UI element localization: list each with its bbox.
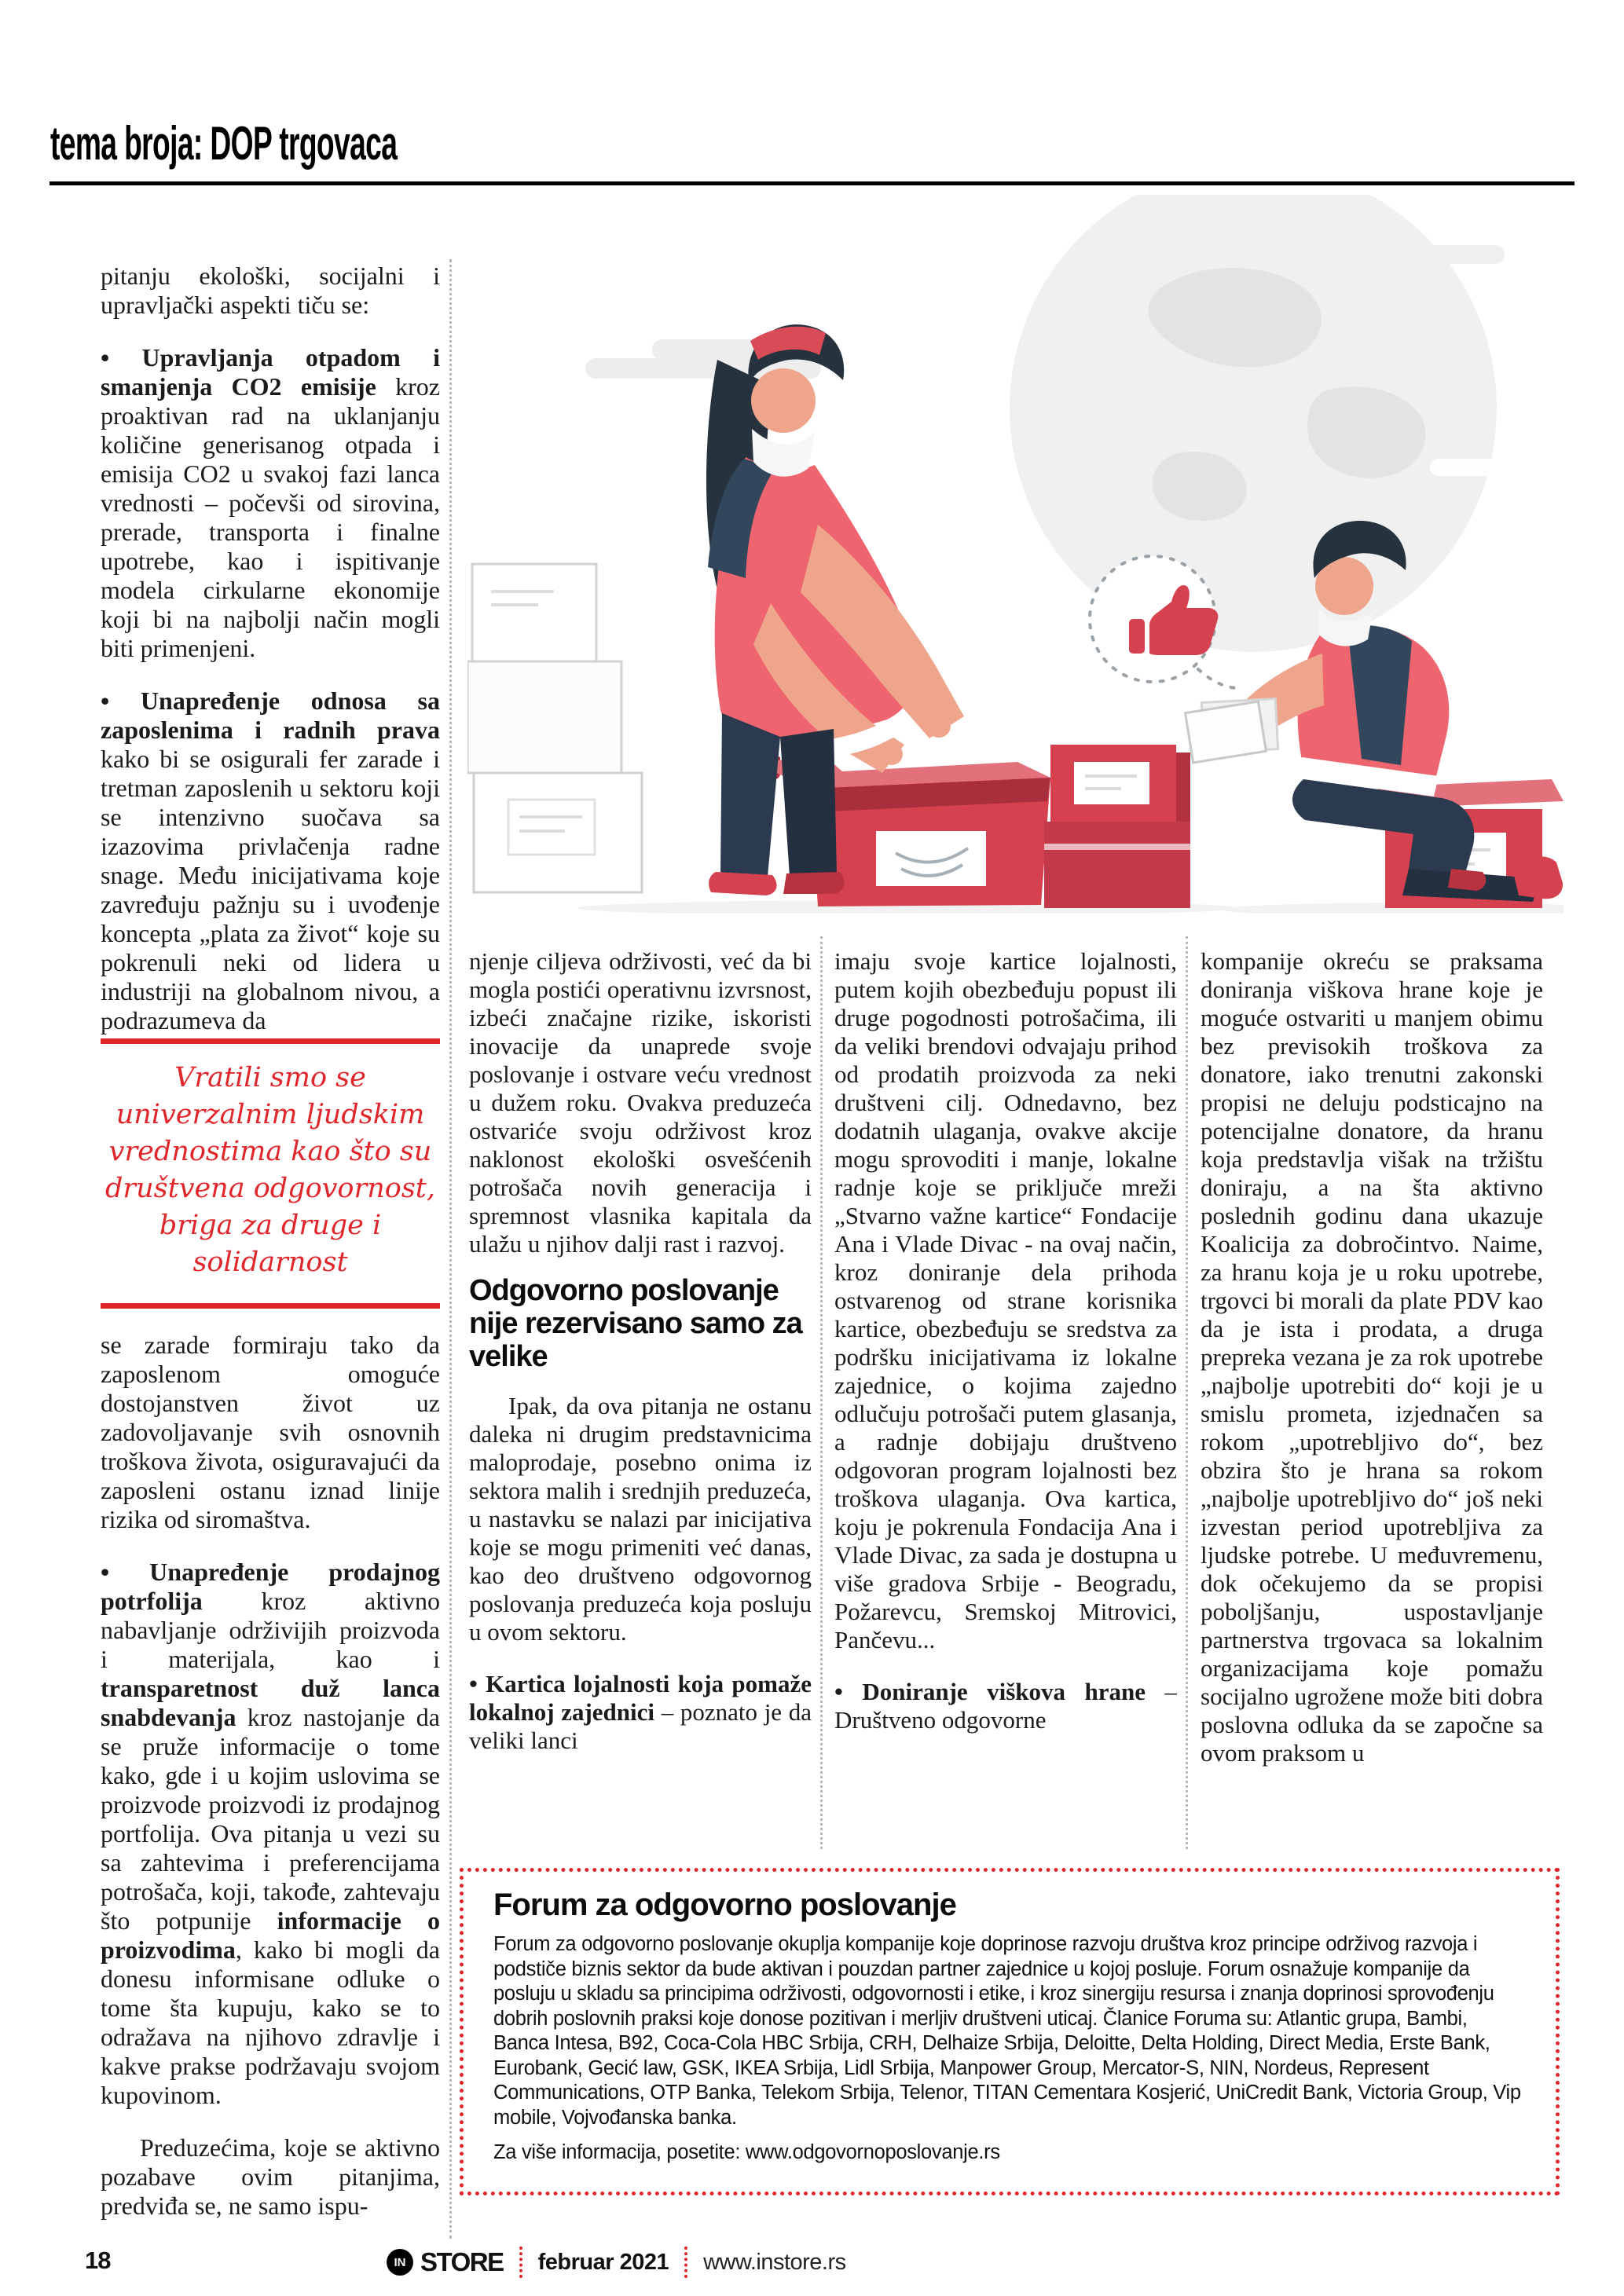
column-separator (820, 936, 823, 1849)
article-paragraph: • Unapređenje odnosa sa zaposlenima i radnih prava kako bi se osigurali fer zarade i tretman zaposlenih u sektoru koji se intenzivno suočava sa izazovima privlačenja radne snage. Među inicijativama koje zavređuju pažnju su i uvođenje koncepta „plata za život“ koje su pokrenuli neki od lidera u industriji na globalnom nivou, a podrazumeva da (101, 687, 440, 1034)
instore-logo (387, 2247, 504, 2277)
footer-separator (684, 2247, 687, 2278)
issue-date: februar 2021 (537, 2249, 669, 2275)
donation-illustration (467, 195, 1564, 914)
red-crate-stack (1044, 745, 1190, 908)
article-paragraph: njenje ciljeva održivosti, već da bi mogla postići operativnu izvrsnost, izbeći značajne rizike, iskoristi inovacije da unaprede svoje poslovanje i ostvare veću vrednost u dužem roku. Ovakva preduzeća ostvariće svoju održivost kroz naklonost ekološki osvešćenih potrošača novih generacija i spremnost vlasnika kapitala da ulažu u njihov dalji rast i razvoj. (469, 947, 812, 1258)
column-separator (1186, 936, 1188, 1849)
article-paragraph: • Unapređenje prodajnog potrfolija kroz aktivno nabavljanje održivijih proizvoda i materijala, kao i transparetnost duž lanca snabdevanja kroz nastojanje da se pruže informacije o tome kako, gde i u kojim uslovima se proizvode proizvodi iz prodajnog portfolija. Ova pitanja u vezi su sa zahtevima i preferencijama potrošača, koji, takođe, zahtevaju što potpunije informacije o proizvodima, kako bi mogli da donesu informisane odluke o tome šta kupuju, kako se to odražava na njihovo zdravlje i kakve prakse podržavaju svojom kupovinom. (101, 1558, 440, 2109)
article-column-3 (834, 947, 1177, 1868)
article-column-1 (101, 262, 440, 2249)
pull-quote-text: Vratili smo se univerzalnim ljudskim vrednostima kao što su društvena odgovornost, briga za druge i solidarnost (104, 1062, 436, 1278)
footer-meta (387, 2240, 846, 2284)
footer-separator (519, 2247, 522, 2278)
article-paragraph: • Doniranje viškova hrane – Društveno odgovorne (834, 1678, 1177, 1734)
section-subheading: Odgovorno poslovanje nije rezervisano samo za velike (469, 1274, 802, 1373)
page-number: 18 (85, 2247, 111, 2274)
article-column-2 (469, 947, 812, 1868)
forum-box-text: Forum za odgovorno poslovanje okuplja kompanije koje doprinose razvoju društva kroz principe održivog razvoja i podstiče biznis sektor da bude aktivan i pouzdan partner zajednice u kojoj posluje. Forum osnažuje kompanije da posluju u skladu sa principima održivosti, odgovornosti i etike, i kroz sinergiju resursa i znanja doprinosi sprovođenju dobrih poslovnih praksi koje donose pozitivan i merljiv društveni uticaj. Članice Foruma su: Atlantic grupa, Bambi, Banca Intesa, B92, Coca-Cola HBC Srbija, CRH, Delhaize Srbija, Deloitte, Delta Holding, Direct Media, Erste Bank, Eurobank, Gecić law, GSK, IKEA Srbija, Lidl Srbija, Manpower Group, Mercator-S, NIN, Nordeus, Represent Communications, OTP Banka, Telekom Srbija, Telenor, TITAN Cementara Kosjerić, UniCredit Bank, Victoria Group, Vip mobile, Vojvođanska banka. (493, 1933, 1521, 2129)
store-wordmark: STORE (420, 2247, 504, 2276)
header-rule (49, 181, 1575, 185)
white-box-stack (467, 564, 642, 892)
article-paragraph: • Kartica lojalnosti koja pomaže lokalnoj zajednici – poznato je da veliki lanci (469, 1670, 812, 1754)
article-paragraph: Ipak, da ova pitanja ne ostanu daleka ni drugim predstavnicima maloprodaje, posebno onima iz sektora malih i srednjih preduzeća, u nastavku se nalazi par inicijativa koje se mogu primeniti već danas, kao deo društveno odgovornog poslovanja preduzeća koja posluju u ovom sektoru. (469, 1392, 812, 1646)
article-paragraph: pitanju ekološki, socijalni i upravljački aspekti tiču se: (101, 262, 440, 319)
column-separator (449, 259, 452, 2239)
article-column-4 (1201, 947, 1543, 1868)
in-circle-mark: IN (387, 2249, 413, 2276)
forum-box-title: Forum za odgovorno poslovanje (493, 1888, 956, 1922)
pull-quote (101, 1038, 440, 1309)
section-kicker: tema broja: DOP trgovaca (50, 117, 398, 170)
article-paragraph: • Upravljanja otpadom i smanjenja CO2 emisije kroz proaktivan rad na uklanjanju količine generisanog otpada i emisija CO2 u svakoj fazi lanca vrednosti – počevši od sirovina, prerade, transporta i finalne upotrebe, kao i ispitivanje modela cirkularne ekonomije koji bi na najbolji način mogli biti primenjeni. (101, 343, 440, 662)
article-paragraph: se zarade formiraju tako da zaposlenom omoguće dostojanstven život uz zadovoljavanje svih osnovnih troškova života, osiguravajući da zaposleni ostanu iznad linije rizika od siromaštva. (101, 1331, 440, 1533)
article-paragraph: kompanije okreću se praksama doniranja viškova hrane koje je moguće ostvariti u manjem obimu bez previsokih troškova za donatore, iako trenutni zakonski propisi ne deluju podsticajno na potencijalne donatore, da hranu koja predstavlja višak na tržištu doniraju, a na šta aktivno poslednih godinu dana ukazuje Koalicija za dobročintvo. Naime, za hranu koja je u roku upotrebe, trgovci bi morali da plate PDV kao da je ista i prodata, a druga prepreka vezana je za rok upotrebe „najbolje upotrebiti do“ koji je u smislu prometa, izjednačen sa rokom „upotrebljivo do“, bez obzira što je hrana sa rokom „najbolje upotrebljivo do“ još neki izvestan period upotrebljiva za ljudske potrebe. U međuvremenu, dok očekujemo da se propisi poboljšanju, uspostavljanje partnerstva trgovaca sa lokalnim organizacijama koje pomažu socijalno ugrožene može biti dobra poslovna odluka da se započne sa ovom praksom u (1201, 947, 1543, 1767)
forum-info-box (460, 1868, 1560, 2195)
article-paragraph: imaju svoje kartice lojalnosti, putem kojih obezbeđuju popust ili druge pogodnosti potrošačima, ili da veliki brendovi odvajaju prihod od prodatih proizvoda za neki društveni cilj. Odnedavno, bez dodatnih ulaganja, ovakve akcije mogu sprovoditi i manje, lokalne radnje koje se priključe mreži „Stvarno važne kartice“ Fondacije Ana i Vlade Divac - na ovaj način, kroz doniranje dela prihoda ostvarenog od strane korisnika kartice, obezbeđuju se sredstva za podršku inicijativama iz lokalne zajednice, o kojima zajedno odlučuju potrošači putem glasanja, a radnje dobijaju društveno odgovoran program lojalnosti bez troškova ulaganja. Ova kartica, koju je pokrenula Fondacija Ana i Vlade Divac, za sada je dostupna u više gradova Srbije - Beogradu, Požarevcu, Sremskoj Mitrovici, Pančevu... (834, 947, 1177, 1653)
page-footer (0, 2240, 1624, 2284)
forum-more-info: Za više informacija, posetite: www.odgovornoposlovanje.rs (493, 2141, 1000, 2163)
article-paragraph: Preduzećima, koje se aktivno pozabave ovim pitanjima, predviđa se, ne samo ispu- (101, 2133, 440, 2220)
website-url: www.instore.rs (703, 2249, 846, 2275)
